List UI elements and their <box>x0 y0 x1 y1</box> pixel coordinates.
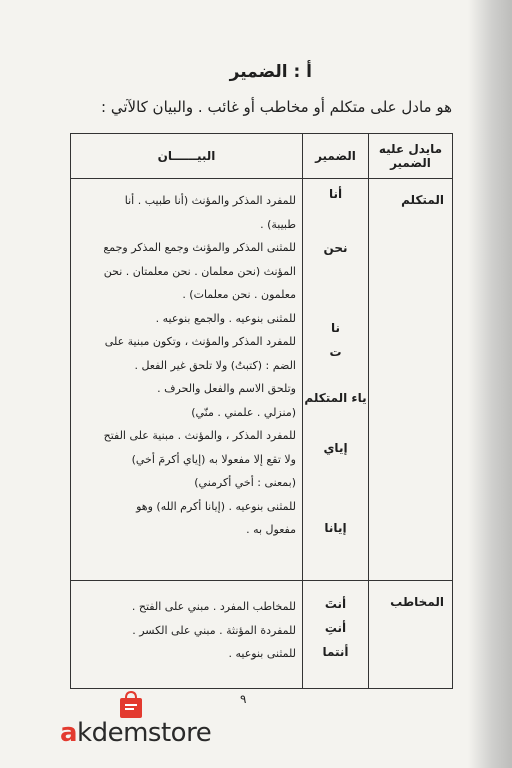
addressee-label: المخاطب <box>369 581 453 689</box>
explanation-line: للمثنى بنوعيه . <box>228 647 296 660</box>
table-row-addressee <box>71 581 453 689</box>
shopping-bag-icon <box>117 690 145 720</box>
explanation-line: للمفرد المذكر والمؤنث (أنا طبيب . أنا <box>124 194 296 207</box>
header-pronoun: الضمير <box>303 134 369 179</box>
pronoun-iyyana: إيانا <box>324 521 347 535</box>
addressee-explanation <box>71 581 303 689</box>
explanation-line: معلمون . نحن معلمات) . <box>182 288 296 301</box>
pronoun-ya-mutakallim: ياء المتكلم <box>304 391 367 405</box>
pronoun-antuma: أنتما <box>322 645 349 659</box>
addressee-pronouns <box>303 581 369 689</box>
explanation-line: الضم : (كتبتُ) ولا تلحق غير الفعل . <box>134 358 296 372</box>
header-explanation: البيــــــان <box>71 134 303 179</box>
intro-text: هو مادل على متكلم أو مخاطب أو غائب . والبيان كالآتي : <box>101 98 452 116</box>
explanation-line: (بمعنى : أخي أكرمني) <box>194 476 296 489</box>
akdemstore-logo <box>60 690 210 760</box>
pronoun-ta: ت <box>329 345 342 359</box>
explanation-line: للمخاطب المفرد . مبني على الفتح . <box>131 600 296 613</box>
table-header-row <box>71 134 453 179</box>
header-indicates: مايدل عليه الضمير <box>369 134 453 179</box>
pronoun-nahnu: نحن <box>323 241 348 255</box>
explanation-line: للمثنى بنوعيه . والجمع بنوعيه . <box>155 311 296 325</box>
explanation-line: للمثنى المذكر والمؤنث وجمع المذكر وجمع <box>103 241 296 254</box>
explanation-line: للمفرد المذكر ، والمؤنث . مبنية على الفتح <box>103 429 296 442</box>
explanation-line: طبيبة) . <box>260 217 296 231</box>
pronoun-ana: أنا <box>328 187 343 201</box>
speaker-label: المتكلم <box>369 179 453 581</box>
table-row-speaker <box>71 179 453 581</box>
explanation-line: وتلحق الاسم والفعل والحرف . <box>157 382 296 395</box>
pronoun-table <box>70 133 453 689</box>
speaker-explanation <box>71 179 303 581</box>
page-edge-shadow <box>468 0 512 768</box>
explanation-line: المؤنث (نحن معلمان . نحن معلمتان . نحن <box>103 264 296 278</box>
logo-wordmark: akdemstore <box>60 718 212 748</box>
pronoun-na: نا <box>330 321 340 335</box>
explanation-line: للمثنى بنوعيه . (إيانا أكرم الله) وهو <box>136 499 296 513</box>
speaker-pronouns <box>303 179 369 581</box>
explanation-line: مفعول به . <box>246 523 296 536</box>
pronoun-anta: أنتَ <box>324 597 347 611</box>
pronoun-anti: أنتِ <box>324 621 347 635</box>
explanation-line: (منزلي . علمني . منّي) <box>191 405 296 419</box>
explanation-line: للمفردة المؤنثة . مبني على الكسر . <box>132 623 296 637</box>
explanation-line: ولا تقع إلا مفعولا به (إياي أكرمَ أخي) <box>131 452 296 466</box>
explanation-line: للمفرد المذكر والمؤنث ، وتكون مبنية على <box>104 335 296 348</box>
pronoun-iyyaya: إياي <box>323 441 348 455</box>
section-heading: أ : الضمير <box>229 62 312 82</box>
page-number: ٩ <box>240 692 247 706</box>
